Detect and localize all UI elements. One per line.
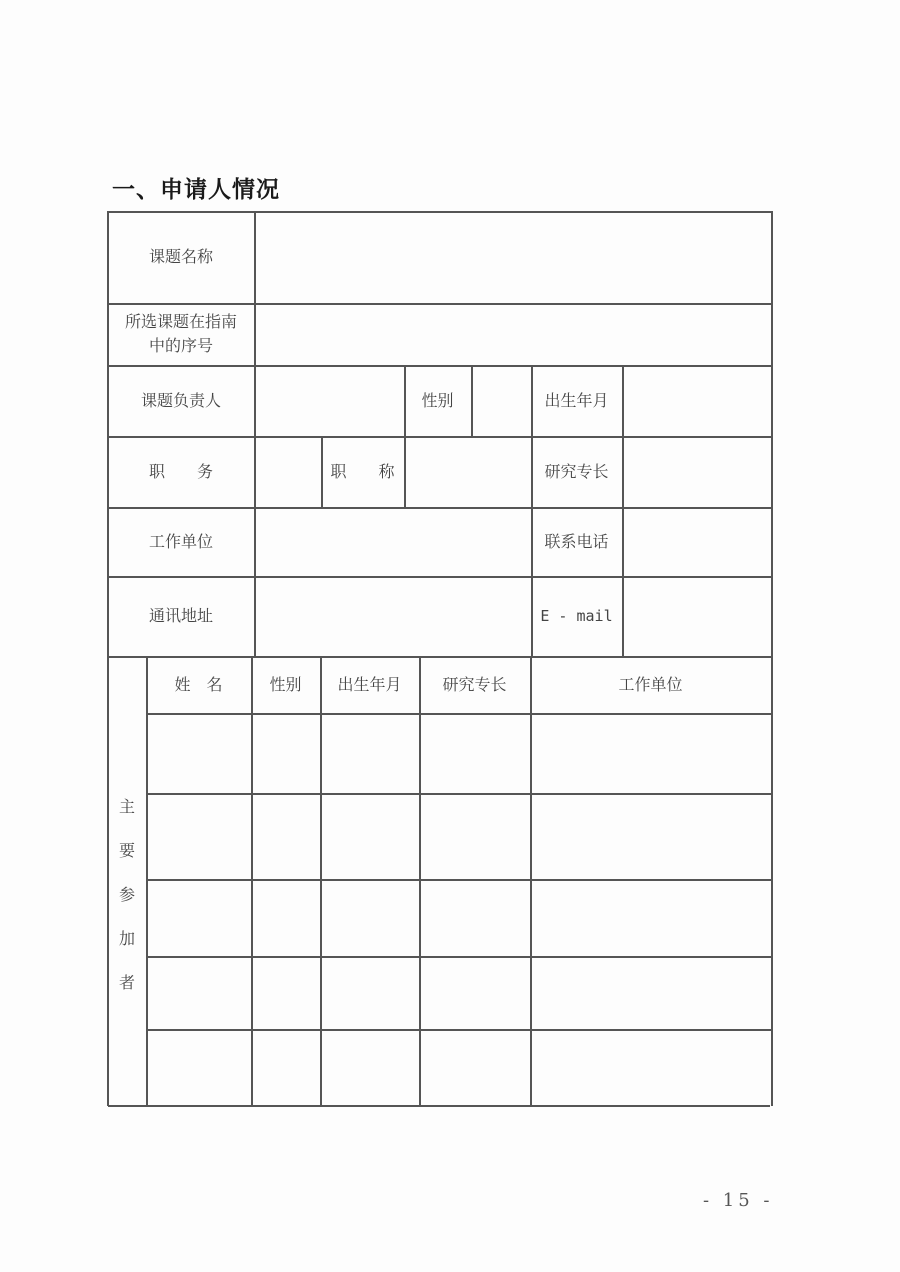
title-field[interactable] (406, 438, 530, 506)
table-row[interactable] (148, 1031, 770, 1104)
side-label-char: 主 (118, 797, 135, 816)
header-gender: 性别 (269, 674, 302, 694)
label-specialty: 研究专长 (544, 461, 609, 481)
specialty-field[interactable] (624, 438, 770, 506)
label-principal: 课题负责人 (140, 390, 221, 410)
work-unit-field[interactable] (256, 509, 530, 575)
label-guide-number-line1: 所选课题在指南 (124, 312, 237, 331)
label-phone: 联系电话 (544, 531, 609, 551)
page-number: - 15 - (703, 1190, 774, 1211)
label-title: 职 称 (330, 461, 395, 481)
topic-name-field[interactable] (256, 213, 770, 302)
header-specialty: 研究专长 (442, 674, 507, 694)
table-row[interactable] (148, 958, 770, 1028)
side-label-char: 参 (118, 885, 135, 904)
side-label-char: 加 (118, 929, 135, 948)
email-field[interactable] (624, 578, 770, 655)
header-birth: 出生年月 (337, 674, 402, 694)
header-work-unit: 工作单位 (618, 674, 683, 694)
label-email: E - mail (540, 606, 613, 625)
section-title: 一、申请人情况 (112, 177, 280, 203)
table-border-right (771, 211, 773, 1106)
principal-field[interactable] (256, 367, 403, 435)
header-name: 姓 名 (174, 674, 223, 694)
label-work-unit: 工作单位 (148, 531, 213, 551)
table-row[interactable] (148, 715, 770, 792)
address-field[interactable] (256, 578, 530, 655)
participants-side-label (108, 760, 146, 1030)
label-gender: 性别 (421, 390, 454, 410)
label-address: 通讯地址 (148, 606, 213, 625)
gender-field[interactable] (473, 367, 530, 435)
table-row[interactable] (148, 795, 770, 878)
label-birth: 出生年月 (544, 390, 609, 410)
label-position: 职 务 (148, 461, 213, 481)
label-guide-number (108, 303, 254, 365)
birth-field[interactable] (624, 367, 770, 435)
table-row[interactable] (148, 881, 770, 955)
table-border-bottom (108, 1105, 770, 1107)
side-label-char: 要 (118, 841, 135, 860)
phone-field[interactable] (624, 509, 770, 575)
position-field[interactable] (256, 438, 320, 506)
side-label-char: 者 (118, 973, 135, 992)
guide-number-field[interactable] (256, 305, 770, 364)
label-topic-name: 课题名称 (148, 247, 213, 266)
label-guide-number-line2: 中的序号 (148, 336, 213, 355)
